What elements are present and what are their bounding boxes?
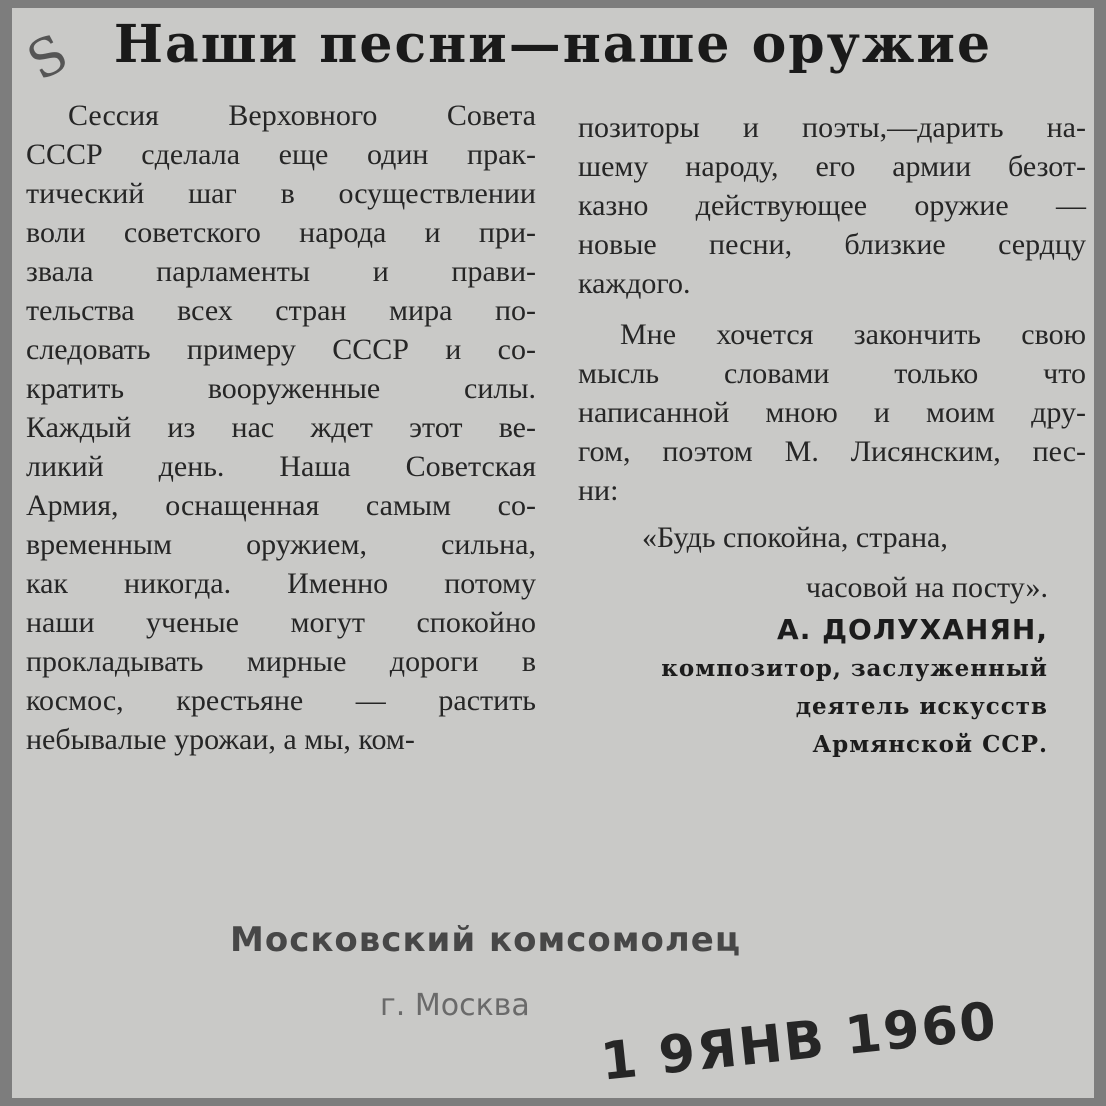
text-line: казно действующее оружие — [578,189,1086,222]
text-line: Мне хочется закончить свою [620,318,1086,351]
text-line: Каждый из нас ждет этот ве- [26,411,536,444]
text-line: СССР сделала еще один прак- [26,138,536,171]
poem-quote [578,513,1048,613]
text-line: тельства всех стран мира по- [26,294,536,327]
text-line: Армия, оснащенная самым со- [26,489,536,522]
author-signature [578,610,1048,764]
text-line: прокладывать мирные дороги в [26,645,536,678]
text-line: мысль словами только что [578,357,1086,390]
text-line: ни: [578,474,619,507]
poem-line: «Будь спокойна, страна, [642,521,948,554]
text-line: наши ученые могут спокойно [26,606,536,639]
text-line: временным оружием, сильна, [26,528,536,561]
author-name: А. ДОЛУХАНЯН, [777,613,1048,646]
handwritten-mark: S [18,23,78,93]
article-right-column [578,108,1086,510]
text-line: как никогда. Именно потому [26,567,536,600]
paragraph-composers [578,108,1086,303]
paragraph-conclusion [578,315,1086,510]
text-line: небывалые урожаи, а мы, ком- [26,723,415,756]
text-line: написанной мною и моим дру- [578,396,1086,429]
article-left-column [26,96,536,759]
text-line: шему народу, его армии безот- [578,150,1086,183]
poem-line: часовой на посту». [805,571,1048,604]
text-line: новые песни, близкие сердцу [578,228,1086,261]
text-line: следовать примеру СССР и со- [26,333,536,366]
date-stamp: 1 9ЯНВ 1960 [597,991,1001,1093]
newspaper-clipping [12,8,1094,1098]
text-line: тический шаг в осуществлении [26,177,536,210]
article-headline: Наши песни—наше оружие [113,14,993,75]
author-role: Армянской ССР. [812,731,1048,758]
text-line: кратить вооруженные силы. [26,372,536,405]
text-line: позиторы и поэты,—дарить на- [578,111,1086,144]
text-line: звала парламенты и прави- [26,255,536,288]
text-line: воли советского народа и при- [26,216,536,249]
text-line: каждого. [578,267,691,300]
source-stamp: Московский комсомолец [230,920,742,960]
text-line: ликий день. Наша Советская [26,450,536,483]
text-line: космос, крестьяне — растить [26,684,536,717]
text-line: гом, поэтом М. Лисянским, пес- [578,435,1086,468]
city-stamp: г. Москва [380,988,530,1023]
text-line: Сессия Верховного Совета [68,99,536,132]
author-role: деятель искусств [795,693,1048,720]
author-role: композитор, заслуженный [661,655,1048,682]
